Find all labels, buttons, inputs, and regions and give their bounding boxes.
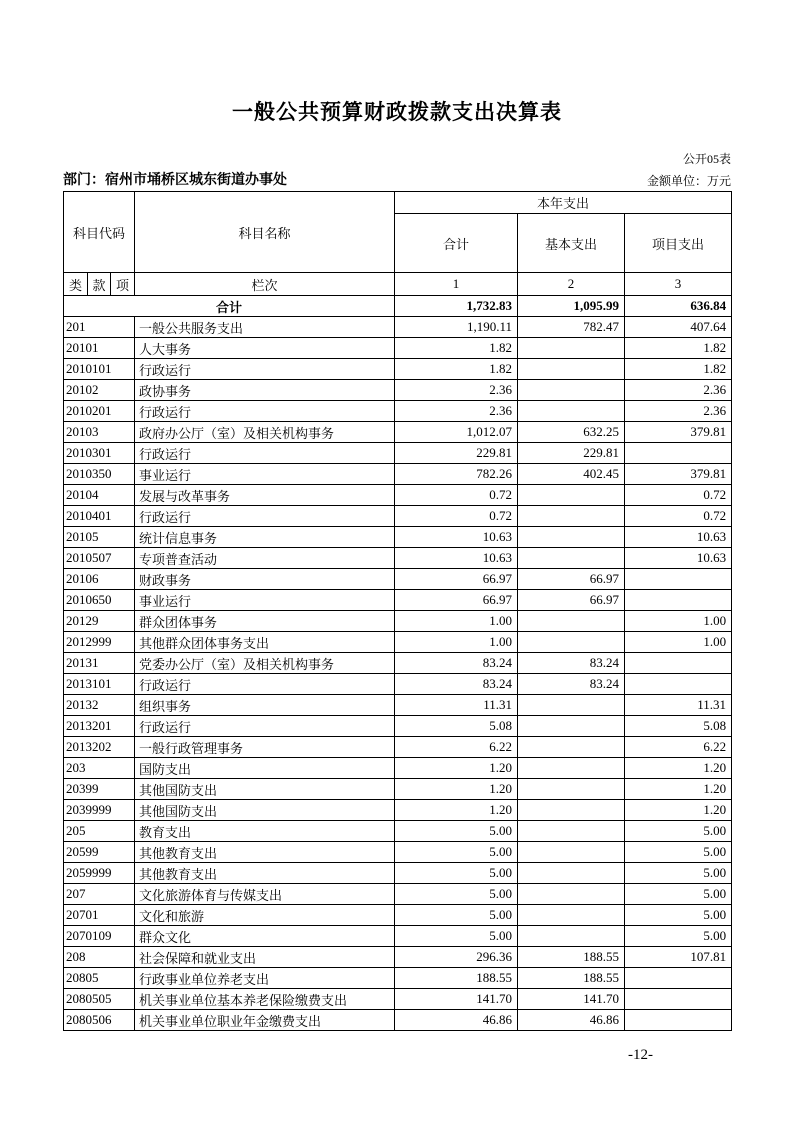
row-basic [518, 401, 625, 422]
row-basic [518, 506, 625, 527]
row-project: 379.81 [625, 464, 732, 485]
row-project: 5.00 [625, 884, 732, 905]
row-code: 2010507 [64, 548, 135, 569]
row-name: 其他国防支出 [135, 779, 395, 800]
header-column-2: 2 [518, 273, 625, 296]
table-row [64, 989, 732, 1010]
table-row [64, 338, 732, 359]
table-row [64, 401, 732, 422]
row-basic [518, 926, 625, 947]
row-code: 20129 [64, 611, 135, 632]
row-code: 201 [64, 317, 135, 338]
row-name: 事业运行 [135, 464, 395, 485]
grand-total-row [64, 296, 732, 317]
row-total: 66.97 [395, 569, 518, 590]
row-project: 1.00 [625, 632, 732, 653]
row-basic [518, 863, 625, 884]
row-basic: 782.47 [518, 317, 625, 338]
table-row [64, 800, 732, 821]
table-row [64, 590, 732, 611]
row-name: 组织事务 [135, 695, 395, 716]
row-total: 1,012.07 [395, 422, 518, 443]
row-total: 296.36 [395, 947, 518, 968]
table-row [64, 380, 732, 401]
table-row [64, 779, 732, 800]
header-code-item: 项 [111, 273, 135, 296]
table-row [64, 737, 732, 758]
table-row [64, 548, 732, 569]
table-row [64, 947, 732, 968]
header-subject-code: 科目代码 [64, 192, 135, 273]
row-code: 2080505 [64, 989, 135, 1010]
row-project [625, 590, 732, 611]
row-code: 2010201 [64, 401, 135, 422]
row-name: 政协事务 [135, 380, 395, 401]
header-column-index-label: 栏次 [135, 273, 395, 296]
table-row [64, 674, 732, 695]
grand-total-label: 合计 [64, 296, 395, 317]
row-total: 141.70 [395, 989, 518, 1010]
row-project: 107.81 [625, 947, 732, 968]
row-project: 2.36 [625, 401, 732, 422]
header-code-category: 类 [64, 273, 88, 296]
row-total: 1.82 [395, 338, 518, 359]
row-code: 20399 [64, 779, 135, 800]
row-total: 1.20 [395, 779, 518, 800]
row-code: 2010401 [64, 506, 135, 527]
page-title: 一般公共预算财政拨款支出决算表 [232, 101, 562, 124]
row-code: 20104 [64, 485, 135, 506]
row-code: 2039999 [64, 800, 135, 821]
row-total: 1.82 [395, 359, 518, 380]
row-name: 行政运行 [135, 506, 395, 527]
grand-total-basic: 1,095.99 [518, 296, 625, 317]
table-row [64, 758, 732, 779]
row-total: 5.08 [395, 716, 518, 737]
table-row [64, 863, 732, 884]
row-total: 10.63 [395, 527, 518, 548]
row-name: 统计信息事务 [135, 527, 395, 548]
row-project: 5.00 [625, 863, 732, 884]
row-project: 0.72 [625, 506, 732, 527]
row-project: 5.00 [625, 905, 732, 926]
row-project: 1.20 [625, 800, 732, 821]
row-name: 机关事业单位职业年金缴费支出 [135, 1010, 395, 1031]
header-basic-expenditure: 基本支出 [518, 214, 625, 273]
header-row-3 [64, 273, 732, 296]
table-row [64, 485, 732, 506]
row-project: 1.20 [625, 779, 732, 800]
row-basic [518, 632, 625, 653]
row-code: 203 [64, 758, 135, 779]
row-basic: 83.24 [518, 674, 625, 695]
row-name: 专项普查活动 [135, 548, 395, 569]
row-name: 一般行政管理事务 [135, 737, 395, 758]
row-code: 2010101 [64, 359, 135, 380]
row-code: 20131 [64, 653, 135, 674]
row-code: 2010350 [64, 464, 135, 485]
table-row [64, 653, 732, 674]
row-basic [518, 800, 625, 821]
row-basic: 66.97 [518, 590, 625, 611]
row-project: 11.31 [625, 695, 732, 716]
table-body [64, 296, 732, 1031]
row-code: 207 [64, 884, 135, 905]
row-code: 20599 [64, 842, 135, 863]
row-project [625, 674, 732, 695]
row-project: 5.00 [625, 926, 732, 947]
row-code: 208 [64, 947, 135, 968]
table-row [64, 611, 732, 632]
row-basic [518, 884, 625, 905]
header-column-3: 3 [625, 273, 732, 296]
row-name: 发展与改革事务 [135, 485, 395, 506]
row-project [625, 1010, 732, 1031]
table-row [64, 716, 732, 737]
row-basic [518, 338, 625, 359]
row-name: 事业运行 [135, 590, 395, 611]
row-code: 2070109 [64, 926, 135, 947]
row-code: 2010650 [64, 590, 135, 611]
budget-table [63, 191, 732, 1031]
row-basic [518, 485, 625, 506]
row-total: 2.36 [395, 401, 518, 422]
header-total: 合计 [395, 214, 518, 273]
row-project: 10.63 [625, 527, 732, 548]
row-basic: 632.25 [518, 422, 625, 443]
row-total: 83.24 [395, 653, 518, 674]
table-number-label: 公开05表 [682, 152, 731, 166]
row-project: 10.63 [625, 548, 732, 569]
row-name: 行政运行 [135, 674, 395, 695]
row-code: 2012999 [64, 632, 135, 653]
row-code: 2013202 [64, 737, 135, 758]
table-row [64, 422, 732, 443]
row-total: 1.20 [395, 800, 518, 821]
row-name: 政府办公厅（室）及相关机构事务 [135, 422, 395, 443]
row-code: 20103 [64, 422, 135, 443]
row-name: 其他教育支出 [135, 842, 395, 863]
row-basic [518, 905, 625, 926]
row-project: 1.82 [625, 338, 732, 359]
row-project: 5.08 [625, 716, 732, 737]
row-total: 1.20 [395, 758, 518, 779]
row-basic: 229.81 [518, 443, 625, 464]
table-row [64, 842, 732, 863]
row-code: 2059999 [64, 863, 135, 884]
row-project [625, 569, 732, 590]
row-basic [518, 716, 625, 737]
row-name: 行政事业单位养老支出 [135, 968, 395, 989]
row-project [625, 653, 732, 674]
table-row [64, 821, 732, 842]
row-basic [518, 779, 625, 800]
row-basic [518, 380, 625, 401]
row-project: 1.82 [625, 359, 732, 380]
amount-unit-label: 金额单位：万元 [646, 174, 731, 188]
row-name: 行政运行 [135, 359, 395, 380]
row-code: 20102 [64, 380, 135, 401]
row-project: 407.64 [625, 317, 732, 338]
row-name: 一般公共服务支出 [135, 317, 395, 338]
row-name: 教育支出 [135, 821, 395, 842]
table-row [64, 884, 732, 905]
row-name: 行政运行 [135, 443, 395, 464]
row-basic: 83.24 [518, 653, 625, 674]
table-row [64, 527, 732, 548]
row-total: 5.00 [395, 863, 518, 884]
row-name: 党委办公厅（室）及相关机构事务 [135, 653, 395, 674]
row-total: 0.72 [395, 506, 518, 527]
row-name: 文化和旅游 [135, 905, 395, 926]
row-project: 2.36 [625, 380, 732, 401]
row-project: 5.00 [625, 842, 732, 863]
table-row [64, 905, 732, 926]
row-name: 财政事务 [135, 569, 395, 590]
table-row [64, 968, 732, 989]
row-total: 83.24 [395, 674, 518, 695]
row-project: 0.72 [625, 485, 732, 506]
row-code: 20132 [64, 695, 135, 716]
row-total: 2.36 [395, 380, 518, 401]
row-code: 20106 [64, 569, 135, 590]
grand-total-total: 1,732.83 [395, 296, 518, 317]
table-row [64, 317, 732, 338]
meta-row [63, 169, 731, 189]
row-total: 0.72 [395, 485, 518, 506]
row-code: 20805 [64, 968, 135, 989]
row-basic [518, 842, 625, 863]
row-name: 人大事务 [135, 338, 395, 359]
row-basic: 188.55 [518, 968, 625, 989]
row-total: 66.97 [395, 590, 518, 611]
row-total: 10.63 [395, 548, 518, 569]
table-row [64, 1010, 732, 1031]
header-project-expenditure: 项目支出 [625, 214, 732, 273]
row-total: 782.26 [395, 464, 518, 485]
header-column-1: 1 [395, 273, 518, 296]
department-label: 部门：宿州市埇桥区城东街道办事处 [63, 173, 287, 188]
row-project [625, 443, 732, 464]
row-total: 1.00 [395, 632, 518, 653]
row-code: 205 [64, 821, 135, 842]
row-project: 1.00 [625, 611, 732, 632]
grand-total-project: 636.84 [625, 296, 732, 317]
row-name: 行政运行 [135, 716, 395, 737]
row-name: 文化旅游体育与传媒支出 [135, 884, 395, 905]
table-row [64, 464, 732, 485]
row-name: 群众文化 [135, 926, 395, 947]
row-total: 229.81 [395, 443, 518, 464]
row-basic [518, 359, 625, 380]
row-basic [518, 611, 625, 632]
row-code: 20701 [64, 905, 135, 926]
row-total: 188.55 [395, 968, 518, 989]
row-total: 11.31 [395, 695, 518, 716]
row-code: 2013201 [64, 716, 135, 737]
row-basic [518, 758, 625, 779]
row-project [625, 989, 732, 1010]
header-current-year-expenditure: 本年支出 [395, 192, 732, 214]
row-total: 1,190.11 [395, 317, 518, 338]
row-code: 20101 [64, 338, 135, 359]
row-basic: 141.70 [518, 989, 625, 1010]
row-total: 5.00 [395, 926, 518, 947]
row-name: 群众团体事务 [135, 611, 395, 632]
row-total: 5.00 [395, 821, 518, 842]
row-total: 5.00 [395, 905, 518, 926]
header-row-1 [64, 192, 732, 214]
row-total: 5.00 [395, 842, 518, 863]
row-project: 5.00 [625, 821, 732, 842]
row-basic [518, 527, 625, 548]
row-name: 其他国防支出 [135, 800, 395, 821]
table-row [64, 926, 732, 947]
table-row [64, 443, 732, 464]
row-name: 行政运行 [135, 401, 395, 422]
row-project: 1.20 [625, 758, 732, 779]
row-basic: 46.86 [518, 1010, 625, 1031]
row-total: 6.22 [395, 737, 518, 758]
table-row [64, 506, 732, 527]
row-basic: 402.45 [518, 464, 625, 485]
row-name: 社会保障和就业支出 [135, 947, 395, 968]
row-name: 国防支出 [135, 758, 395, 779]
row-project: 379.81 [625, 422, 732, 443]
row-total: 5.00 [395, 884, 518, 905]
row-basic: 188.55 [518, 947, 625, 968]
page-number: -12- [628, 1047, 653, 1063]
row-basic [518, 821, 625, 842]
row-name: 机关事业单位基本养老保险缴费支出 [135, 989, 395, 1010]
row-total: 46.86 [395, 1010, 518, 1031]
table-row [64, 359, 732, 380]
row-basic [518, 695, 625, 716]
table-row [64, 632, 732, 653]
header-code-section: 款 [88, 273, 111, 296]
row-code: 20105 [64, 527, 135, 548]
row-basic [518, 737, 625, 758]
header-subject-name: 科目名称 [135, 192, 395, 273]
row-code: 2013101 [64, 674, 135, 695]
row-name: 其他群众团体事务支出 [135, 632, 395, 653]
row-project: 6.22 [625, 737, 732, 758]
table-row [64, 569, 732, 590]
row-code: 2080506 [64, 1010, 135, 1031]
row-code: 2010301 [64, 443, 135, 464]
row-total: 1.00 [395, 611, 518, 632]
row-basic [518, 548, 625, 569]
row-basic: 66.97 [518, 569, 625, 590]
row-name: 其他教育支出 [135, 863, 395, 884]
row-project [625, 968, 732, 989]
table-row [64, 695, 732, 716]
